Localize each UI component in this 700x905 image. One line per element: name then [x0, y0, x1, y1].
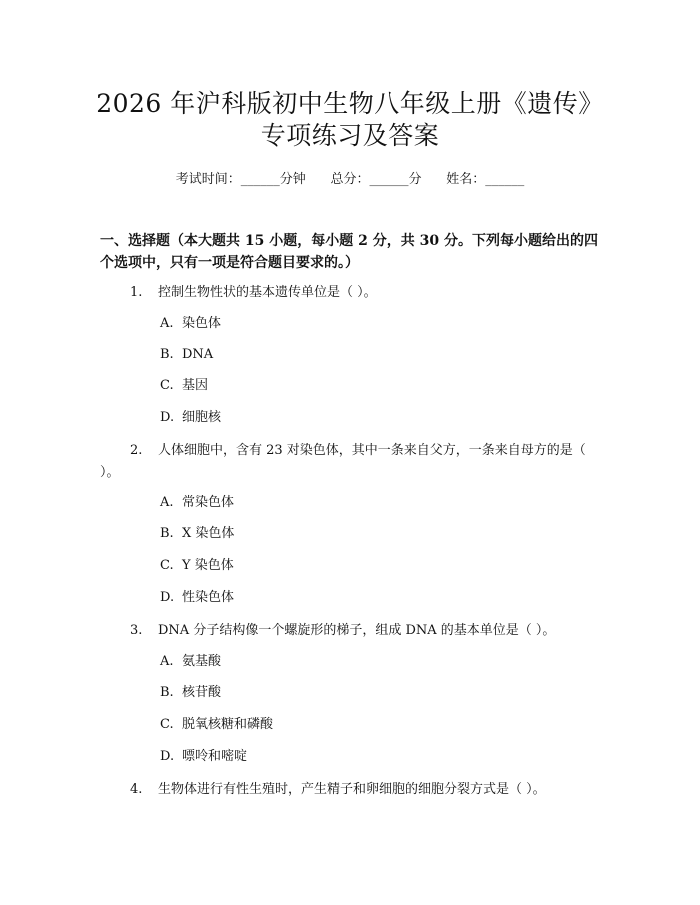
option-text: Y 染色体 [182, 558, 234, 573]
option-text: 性染色体 [182, 590, 235, 605]
option-text: 脱氧核糖和磷酸 [182, 717, 274, 732]
option-text: 染色体 [182, 316, 222, 331]
question-text: DNA 分子结构像一个螺旋形的梯子，组成 DNA 的基本单位是（ ）。 [158, 623, 556, 638]
option-letter: B. [160, 347, 174, 362]
option-letter: D. [160, 749, 175, 764]
option-letter: C. [160, 717, 174, 732]
option-c [160, 556, 234, 576]
option-letter: B. [160, 685, 174, 700]
question-number: 3. [130, 623, 143, 638]
option-text: 核苷酸 [182, 685, 222, 700]
option-letter: B. [160, 526, 174, 541]
question-text: 控制生物性状的基本遗传单位是（ ）。 [158, 285, 377, 300]
option-letter: D. [160, 590, 175, 605]
option-letter: C. [160, 558, 174, 573]
option-letter: D. [160, 410, 175, 425]
option-b [160, 524, 234, 544]
question-number: 2. [130, 443, 143, 458]
section-heading: 一、选择题（本大题共 15 小题，每小题 2 分，共 30 分。下列每小题给出的四个选项中，只有一项是符合题目要求的。） [100, 233, 598, 271]
exam-meta-line: 考试时间：______分钟 总分：______分 姓名：______ [175, 172, 525, 187]
question-text: 人体细胞中，含有 23 对染色体，其中一条来自父方，一条来自母方的是（ ）。 [100, 443, 586, 480]
option-text: 细胞核 [182, 410, 222, 425]
option-d [160, 747, 247, 767]
document-title-line2: 专项练习及答案 [260, 121, 440, 150]
question-text: 生物体进行有性生殖时，产生精子和卵细胞的细胞分裂方式是（ ）。 [158, 782, 546, 797]
option-c [160, 715, 273, 735]
option-letter: A. [160, 316, 174, 331]
question-number: 1. [130, 285, 143, 300]
document-title-line1: 2026 年沪科版初中生物八年级上册《遗传》 [96, 89, 604, 118]
option-text: 嘌呤和嘧啶 [182, 749, 248, 764]
option-text: X 染色体 [182, 526, 235, 541]
option-a [160, 493, 234, 513]
option-a [160, 314, 221, 334]
option-text: DNA [182, 347, 214, 362]
option-d [160, 588, 234, 608]
option-letter: A. [160, 495, 174, 510]
option-text: 基因 [182, 378, 209, 393]
question-2 [100, 440, 600, 484]
option-b [160, 345, 213, 365]
option-c [160, 376, 208, 396]
option-text: 氨基酸 [182, 654, 222, 669]
option-d [160, 408, 221, 428]
option-b [160, 683, 221, 703]
option-letter: A. [160, 654, 174, 669]
option-text: 常染色体 [182, 495, 235, 510]
option-letter: C. [160, 378, 174, 393]
question-number: 4. [130, 782, 143, 797]
option-a [160, 652, 221, 672]
